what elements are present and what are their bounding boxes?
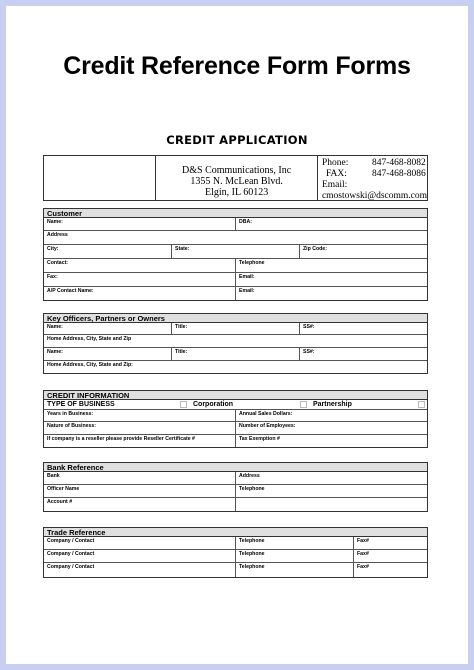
logo-area xyxy=(44,156,156,200)
tax-exemption-field[interactable]: Tax Exemption # xyxy=(239,436,280,442)
customer-dba-field[interactable]: DBA: xyxy=(239,219,252,225)
trade-telephone-field[interactable]: Telephone xyxy=(236,563,354,577)
customer-name-field[interactable]: Name: xyxy=(44,218,236,230)
ap-contact-field[interactable]: A/P Contact Name: xyxy=(44,287,236,300)
trade-fax-field[interactable]: Fax# xyxy=(357,551,369,557)
nature-of-business-field[interactable]: Nature of Business: xyxy=(44,422,236,434)
trade-company-field[interactable]: Company / Contact xyxy=(44,550,236,562)
bank-name-field[interactable]: Bank xyxy=(44,472,236,484)
corporation-label: Corporation xyxy=(193,400,234,408)
partnership-checkbox[interactable] xyxy=(300,401,307,408)
employees-field[interactable]: Number of Employees: xyxy=(239,423,296,429)
bank-telephone-field[interactable]: Telephone xyxy=(239,486,265,492)
trade-company-field[interactable]: Company / Contact xyxy=(44,563,236,577)
trade-fax-field[interactable]: Fax# xyxy=(357,564,369,570)
email-value: cmostowski@dscomm.com xyxy=(321,191,427,201)
customer-fax-field[interactable]: Fax: xyxy=(44,273,236,286)
customer-city-field[interactable]: City: xyxy=(44,245,172,258)
credit-info-section xyxy=(43,390,428,448)
trade-heading: Trade Reference xyxy=(44,528,427,537)
trade-section xyxy=(43,527,428,578)
email-label: Email: xyxy=(321,180,348,190)
bank-officer-field[interactable]: Officer Name xyxy=(44,485,236,497)
customer-zip-field[interactable]: Zip Code: xyxy=(303,246,327,252)
officer1-title-field[interactable]: Title: xyxy=(172,323,300,334)
customer-telephone-field[interactable]: Telephone xyxy=(239,260,265,266)
years-in-business-field[interactable]: Years in Business: xyxy=(44,410,236,421)
bank-address-field[interactable]: Address xyxy=(239,473,260,479)
company-street: 1355 N. McLean Blvd. xyxy=(190,176,283,187)
customer-heading: Customer xyxy=(44,209,427,218)
customer-contact-field[interactable]: Contact: xyxy=(44,259,236,272)
company-address xyxy=(156,156,318,200)
officer2-ss-field[interactable]: SS#: xyxy=(303,349,315,355)
customer-address-field[interactable]: Address xyxy=(47,232,68,238)
bank-empty-cell[interactable] xyxy=(236,498,427,511)
customer-section xyxy=(43,208,428,301)
fax-value: 847-468-8086 xyxy=(371,169,426,179)
officers-heading: Key Officers, Partners or Owners xyxy=(44,314,427,323)
business-type-row xyxy=(44,400,427,410)
officer1-ss-field[interactable]: SS#: xyxy=(303,324,315,330)
other-checkbox[interactable] xyxy=(418,401,425,408)
company-city: Elgin, IL 60123 xyxy=(204,187,269,198)
bank-section xyxy=(43,462,428,512)
bank-account-field[interactable]: Account # xyxy=(44,498,236,511)
credit-application-title: CREDIT APPLICATION xyxy=(166,133,308,147)
phone-label: Phone: xyxy=(321,158,349,168)
fax-label: FAX: xyxy=(325,169,347,179)
page-title: Credit Reference Form Forms xyxy=(63,52,411,80)
customer-state-field[interactable]: State: xyxy=(172,245,300,258)
company-contact xyxy=(318,156,427,200)
trade-telephone-field[interactable]: Telephone xyxy=(236,550,354,562)
customer-email-field[interactable]: Email: xyxy=(239,274,255,280)
officer1-home-field[interactable]: Home Address, City, State and Zip xyxy=(47,336,132,342)
trade-company-field[interactable]: Company / Contact xyxy=(44,537,236,549)
company-name: D&S Communications, Inc xyxy=(182,165,292,176)
ap-email-field[interactable]: Email: xyxy=(239,288,255,294)
officers-section xyxy=(43,313,428,374)
officer2-title-field[interactable]: Title: xyxy=(172,348,300,360)
company-header xyxy=(43,155,428,201)
phone-value: 847-468-8082 xyxy=(371,158,426,168)
credit-info-heading: CREDIT INFORMATION xyxy=(44,391,427,400)
trade-telephone-field[interactable]: Telephone xyxy=(236,537,354,549)
officer1-name-field[interactable]: Name: xyxy=(44,323,172,334)
reseller-certificate-field[interactable]: If company is a reseller please provide Reseller Certificate # xyxy=(44,435,236,447)
trade-fax-field[interactable]: Fax# xyxy=(357,538,369,544)
corporation-checkbox[interactable] xyxy=(180,401,187,408)
business-type-label: TYPE OF BUSINESS xyxy=(47,401,115,408)
partnership-label: Partnership xyxy=(313,400,352,408)
annual-sales-field[interactable]: Annual Sales Dollars: xyxy=(239,411,293,417)
officer2-home-field[interactable]: Home Address, City, State and Zip: xyxy=(47,362,133,368)
bank-heading: Bank Reference xyxy=(44,463,427,472)
officer2-name-field[interactable]: Name: xyxy=(44,348,172,360)
